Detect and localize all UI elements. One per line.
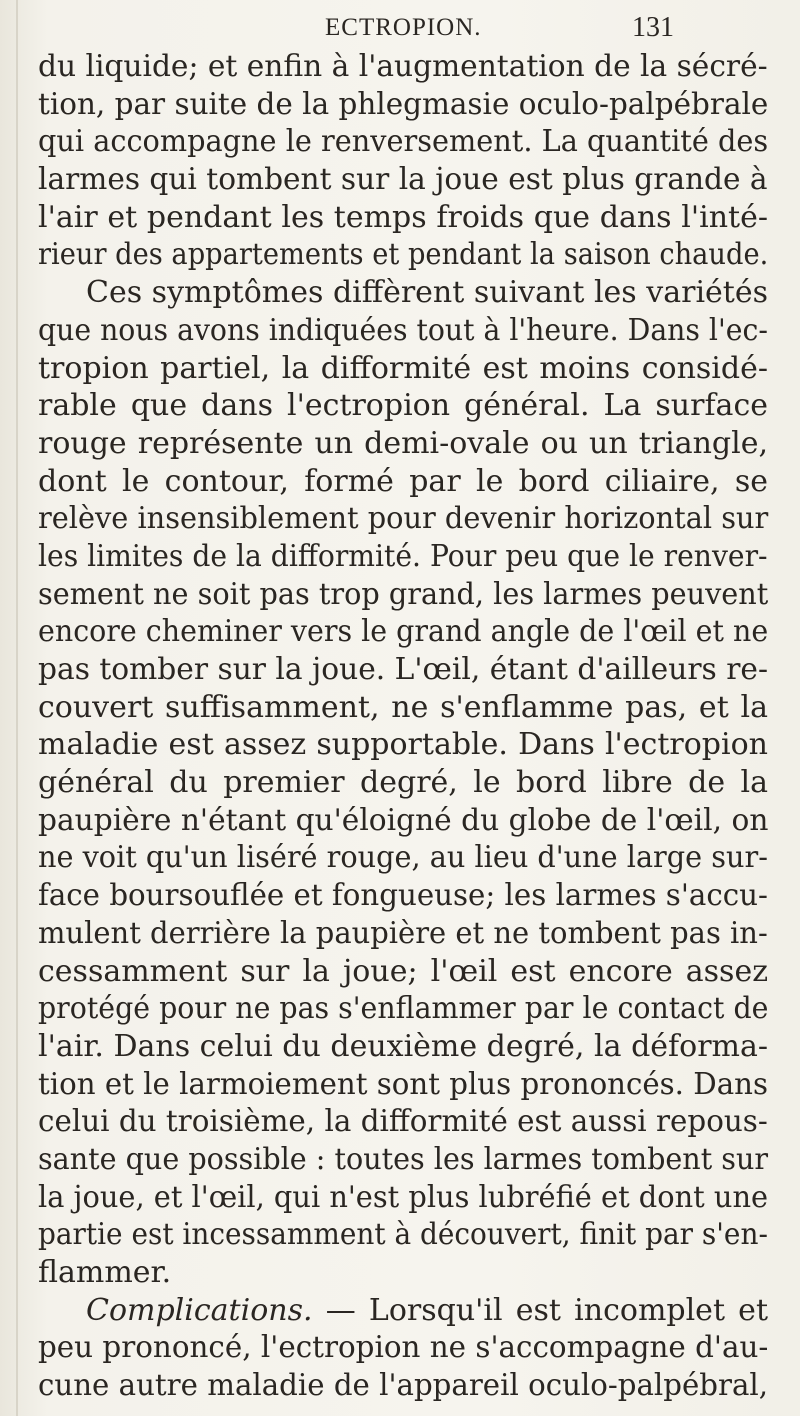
text-line: encore cheminer vers le grand angle de l'œil et ne	[38, 614, 769, 650]
text-line: couvert suffisamment, ne s'enflamme pas, et la	[38, 689, 768, 725]
body-text	[38, 48, 768, 1405]
text-line: sement ne soit pas trop grand, les larmes peuvent	[38, 576, 769, 612]
text-line: rieur des appartements et pendant la saison chaude.	[38, 237, 769, 273]
section-text: — Lorsqu'il est incomplet et	[312, 1292, 768, 1328]
text-line: tion et le larmoiement sont plus prononcés. Dans	[38, 1066, 768, 1102]
text-line: les limites de la difformité. Pour peu que le renver-	[38, 538, 768, 574]
text-line: cessamment sur la joue; l'œil est encore assez	[38, 953, 768, 989]
section-heading: Complications.	[86, 1292, 313, 1328]
text-line: tion, par suite de la phlegmasie oculo-palpébrale	[38, 86, 769, 122]
text-line: larmes qui tombent sur la joue est plus grande à	[38, 162, 768, 198]
text-line: partie est incessamment à découvert, finit par s'en-	[38, 1217, 768, 1253]
text-line: protégé pour ne pas s'enflammer par le contact de	[38, 991, 769, 1027]
text-line: que nous avons indiquées tout à l'heure. Dans l'ec-	[38, 312, 768, 348]
text-line-section-start	[38, 1292, 768, 1330]
text-line: l'air. Dans celui du deuxième degré, la déforma-	[38, 1028, 768, 1064]
page-gutter	[16, 0, 18, 1416]
text-line: cune autre maladie de l'appareil oculo-palpébral,	[38, 1368, 769, 1404]
text-line: celui du troisième, la difformité est aussi repous-	[38, 1104, 768, 1140]
text-line: sante que possible : toutes les larmes tombent sur	[38, 1141, 769, 1177]
text-line: tropion partiel, la difformité est moins considé-	[38, 350, 768, 386]
text-line: rable que dans l'ectropion général. La surface	[38, 388, 768, 424]
page-header	[0, 8, 800, 48]
text-line: qui accompagne le renversement. La quantité des	[38, 124, 769, 160]
text-line: pas tomber sur la joue. L'œil, étant d'ailleurs re-	[38, 652, 768, 687]
text-line: mulent derrière la paupière et ne tombent pas in-	[38, 915, 768, 951]
text-line: la joue, et l'œil, qui n'est plus lubréfié et dont une	[38, 1179, 769, 1215]
text-line: Ces symptômes diffèrent suivant les variétés	[86, 275, 768, 311]
running-title: ECTROPION.	[325, 14, 482, 41]
text-line: du liquide; et enfin à l'augmentation de la sécré-	[38, 49, 768, 84]
text-line: dont le contour, formé par le bord ciliaire, se	[38, 463, 768, 499]
text-line: peu prononcé, l'ectropion ne s'accompagne d'au-	[38, 1330, 769, 1366]
page-number: 131	[632, 12, 674, 43]
text-line: maladie est assez supportable. Dans l'ectropion	[38, 727, 768, 763]
text-line: face boursouflée et fongueuse; les larmes s'accu-	[38, 878, 768, 914]
text-line: général du premier degré, le bord libre de la	[38, 765, 768, 801]
text-line: l'air et pendant les temps froids que dans l'inté-	[38, 199, 768, 235]
text-line: rouge représente un demi-ovale ou un triangle,	[38, 425, 768, 461]
text-line: relève insensiblement pour devenir horizontal sur	[38, 501, 769, 537]
text-line: ne voit qu'un liséré rouge, au lieu d'une large sur-	[38, 840, 768, 876]
text-line: paupière n'étant qu'éloigné du globe de l'œil, on	[38, 802, 769, 838]
text-line: flammer.	[38, 1255, 172, 1290]
